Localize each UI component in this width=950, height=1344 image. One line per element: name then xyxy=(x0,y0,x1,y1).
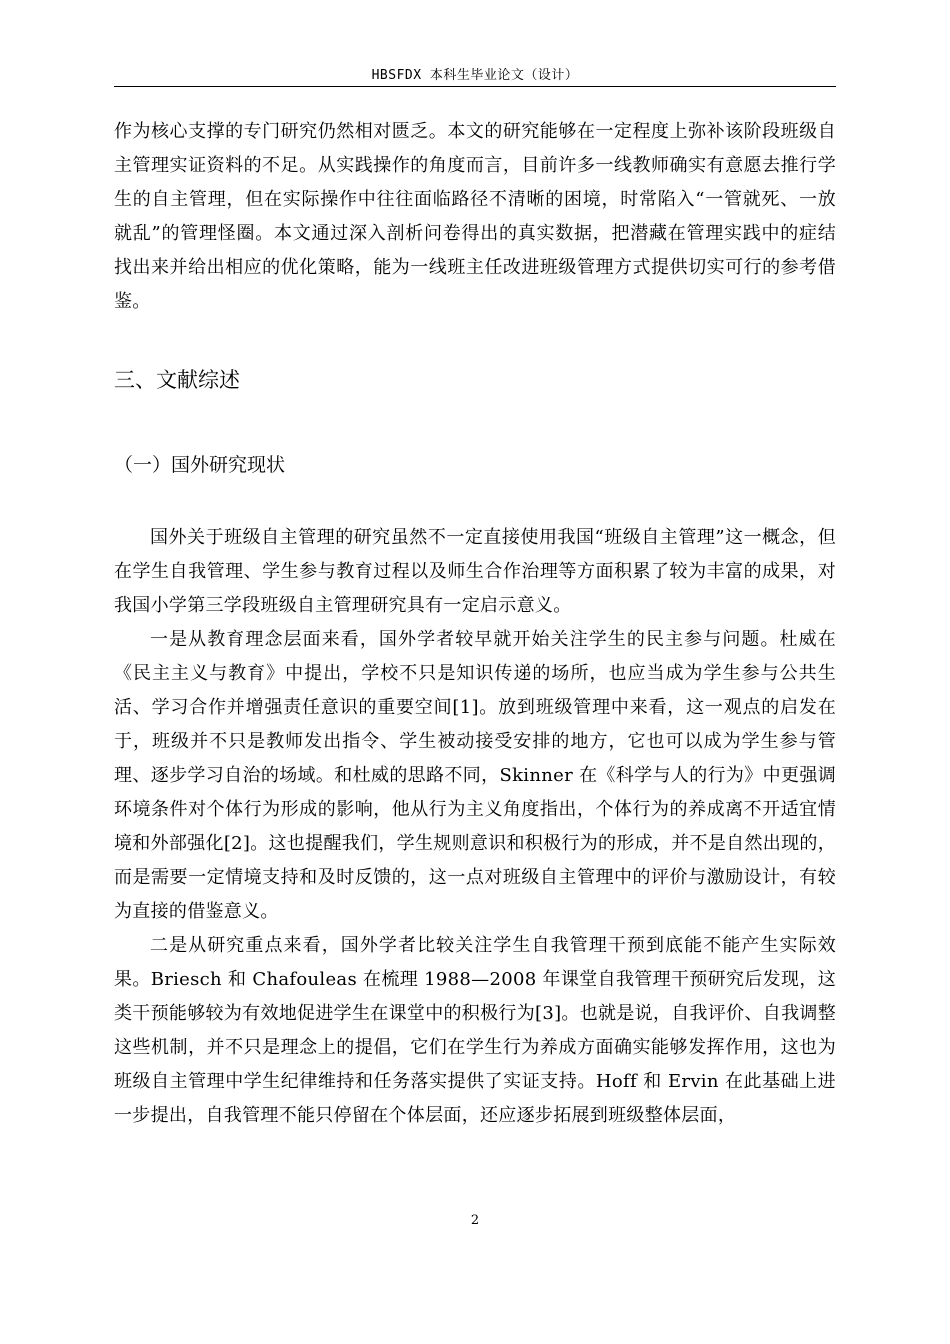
spacer xyxy=(114,479,836,521)
spacer xyxy=(114,319,836,365)
paragraph-3: 二是从研究重点来看，国外学者比较关注学生自我管理干预到底能不能产生实际效果。Briesch 和 Chafouleas 在梳理 1988—2008 年课堂自我管理干预研究后发现，这类干预能够较为有效地促进学生在课堂中的积极行为[3]。也就是说，自我评价、自我调整这些机制，并不只是理念上的提倡，它们在学生行为养成方面确实能够发挥作用，这也为班级自主管理中学生纪律维持和任务落实提供了实证支持。Hoff 和 Ervin 在此基础上进一步提出，自我管理不能只停留在个体层面，还应逐步拓展到班级整体层面， xyxy=(114,935,836,1126)
document-body xyxy=(114,115,836,1133)
page-header: HBSFDX 本科生毕业论文（设计） xyxy=(371,68,579,83)
paragraph-2: 一是从教育理念层面来看，国外学者较早就开始关注学生的民主参与问题。杜威在《民主主义与教育》中提出，学校不只是知识传递的场所，也应当成为学生参与公共生活、学习合作并增强责任意识的重要空间[1]。放到班级管理中来看，这一观点的启发在于，班级并不只是教师发出指令、学生被动接受安排的地方，它也可以成为学生参与管理、逐步学习自治的场域。和杜威的思路不同，Skinner 在《科学与人的行为》中更强调环境条件对个体行为形成的影响，他从行为主义角度指出，个体行为的养成离不开适宜情境和外部强化[2]。这也提醒我们，学生规则意识和积极行为的形成，并不是自然出现的，而是需要一定情境支持和及时反馈的，这一点对班级自主管理中的评价与激励设计，有较为直接的借鉴意义。 xyxy=(114,629,836,922)
subsection-heading: （一）国外研究现状 xyxy=(114,454,286,476)
section-heading: 三、文献综述 xyxy=(114,368,240,392)
spacer xyxy=(114,395,836,451)
header-rule xyxy=(114,86,836,87)
paragraph-1: 国外关于班级自主管理的研究虽然不一定直接使用我国“班级自主管理”这一概念，但在学生自我管理、学生参与教育过程以及师生合作治理等方面积累了较为丰富的成果，对我国小学第三学段班级自主管理研究具有一定启示意义。 xyxy=(114,527,836,616)
page-number: 2 xyxy=(470,1213,480,1228)
paragraph-intro: 作为核心支撑的专门研究仍然相对匮乏。本文的研究能够在一定程度上弥补该阶段班级自主管理实证资料的不足。从实践操作的角度而言，目前许多一线教师确实有意愿去推行学生的自主管理，但在实际操作中往往面临路径不清晰的困境，时常陷入“一管就死、一放就乱”的管理怪圈。本文通过深入剖析问卷得出的真实数据，把潜藏在管理实践中的症结找出来并给出相应的优化策略，能为一线班主任改进班级管理方式提供切实可行的参考借鉴。 xyxy=(114,121,836,312)
